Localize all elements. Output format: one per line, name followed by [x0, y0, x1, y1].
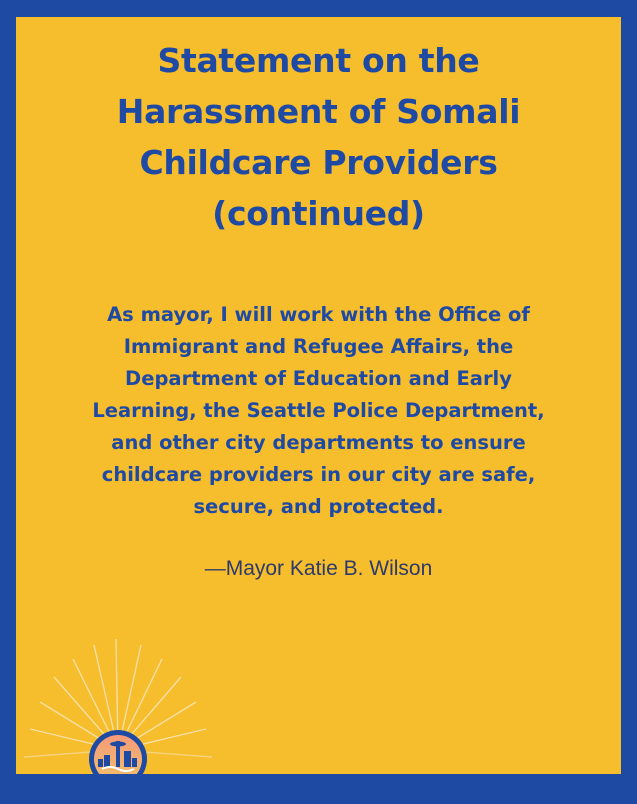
body-line-2: Immigrant and Refugee Affairs, the — [123, 335, 514, 358]
body-line-3: Department of Education and Early — [125, 367, 512, 390]
title-line-2: Harassment of Somali — [116, 92, 521, 131]
body-line-1: As mayor, I will work with the Office of — [107, 303, 530, 326]
body-line-5: and other city departments to ensure — [111, 431, 526, 454]
sunrise-skyline-logo-icon — [16, 17, 621, 774]
body-line-7: secure, and protected. — [193, 495, 444, 518]
title-line-3: Childcare Providers — [139, 143, 498, 182]
title-line-4: (continued) — [212, 194, 425, 233]
statement-card — [16, 17, 621, 774]
body-line-6: childcare providers in our city are safe, — [101, 463, 536, 486]
title-line-1: Statement on the — [157, 41, 480, 80]
body-line-4: Learning, the Seattle Police Department, — [92, 399, 545, 422]
attribution: —Mayor Katie B. Wilson — [204, 557, 433, 580]
